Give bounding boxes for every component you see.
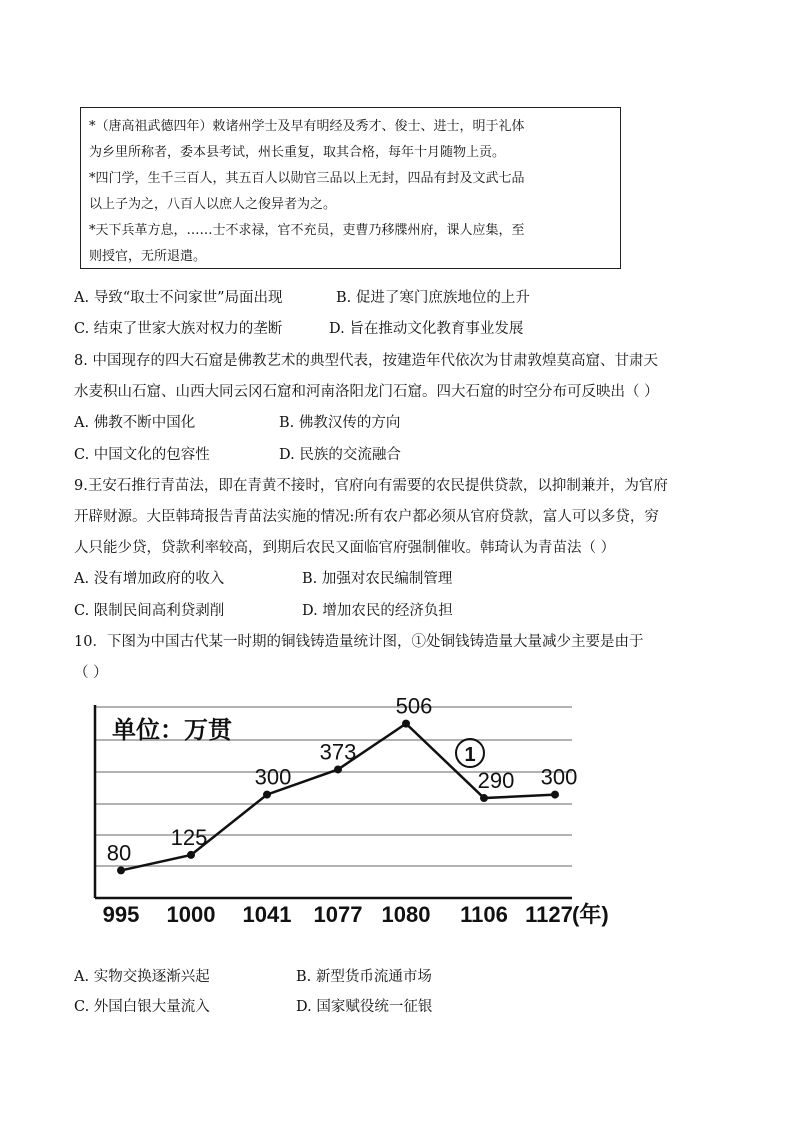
q8-option-c[interactable]: C. 中国文化的包容性 [74,447,210,463]
data-label: 300 [540,764,578,790]
data-label: 506 [395,693,433,719]
q10-option-a[interactable]: A. 实物交换逐渐兴起 [74,969,210,985]
x-tick-label: 1077 [313,902,363,927]
data-label: 80 [106,840,132,866]
annotation-label: 1 [464,744,476,766]
q10-option-c[interactable]: C. 外国白银大量流入 [74,999,210,1015]
data-label: 373 [319,739,357,765]
q10-option-d[interactable]: D. 国家赋役统一征银 [296,999,433,1015]
q7-option-b[interactable]: B. 促进了寒门庶族地位的上升 [336,290,530,306]
data-point [551,791,559,799]
q10-stem-line: （ ） [74,665,108,681]
q7-option-d[interactable]: D. 旨在推动文化教育事业发展 [329,321,524,337]
data-label: 290 [477,768,515,794]
data-point [402,720,410,728]
data-label: 125 [170,824,208,850]
x-tick-label: 1080 [381,902,431,927]
data-point [187,851,195,859]
q9-stem-line: 开辟财源。大臣韩琦报告青苗法实施的情况:所有农户都必须从官府贷款，富人可以多贷，穷 [74,509,659,525]
x-tick-label: 995 [102,902,140,927]
q7-option-a[interactable]: A. 导致“取士不问家世”局面出现 [74,290,283,306]
x-tick-label: 1000 [166,902,216,927]
quote-line: *（唐高祖武德四年）敕诸州学士及早有明经及秀才、俊士、进士，明于礼体 [89,119,525,134]
q8-option-b[interactable]: B. 佛教汉传的方向 [279,415,401,431]
q9-stem-line: 人只能少贷，贷款利率较高，到期后农民又面临官府强制催收。韩琦认为青苗法（ ） [74,540,616,556]
q9-option-d[interactable]: D. 增加农民的经济负担 [302,603,453,619]
data-point [263,791,271,799]
q8-stem-line: 8. 中国现存的四大石窟是佛教艺术的典型代表，按建造年代依次为甘肃敦煌莫高窟、甘肃天 [74,353,658,369]
q7-option-c[interactable]: C. 结束了世家大族对权力的垄断 [74,321,283,337]
x-tick-label: 1041 [242,902,292,927]
x-tick-labels [103,902,573,927]
data-point [334,765,342,773]
quote-line: 以上子为之，八百人以庶人之俊异者为之。 [89,197,337,212]
quote-line: *天下兵革方息，……士不求禄，官不充员，吏曹乃移牒州府，课人应集，至 [89,223,525,238]
q10-option-b[interactable]: B. 新型货币流通市场 [296,969,432,985]
data-point [117,866,125,874]
q8-option-d[interactable]: D. 民族的交流融合 [279,447,401,463]
quote-line: *四门学，生千三百人，其五百人以勋官三品以上无封，四品有封及文武七品 [89,171,525,186]
data-point [480,794,488,802]
q9-option-a[interactable]: A. 没有增加政府的收入 [74,571,225,587]
x-tick-label: 1106 [460,902,508,927]
q9-option-b[interactable]: B. 加强对农民编制管理 [302,571,453,587]
x-unit-label: (年) [572,902,609,927]
data-label: 300 [254,764,292,790]
quote-line: 为乡里所称者，委本县考试，州长重复，取其合格，每年十月随物上贡。 [89,145,506,160]
q8-option-a[interactable]: A. 佛教不断中国化 [74,415,196,431]
q9-option-c[interactable]: C. 限制民间高利贷剥削 [74,603,225,619]
quote-line: 则授官，无所退遣。 [89,249,207,264]
q9-stem-line: 9.王安石推行青苗法，即在青黄不接时，官府向有需要的农民提供贷款，以抑制兼并，为官府 [74,478,668,494]
q8-stem-line: 水麦积山石窟、山西大同云冈石窟和河南洛阳龙门石窟。四大石窟的时空分布可反映出（ ） [74,384,659,400]
chart-title: 单位：万贯 [112,717,232,744]
q10-stem-line: 10．下图为中国古代某一时期的铜钱铸造量统计图，①处铜钱铸造量大量减少主要是由于 [74,634,644,650]
x-tick-label: 1127 [525,902,573,927]
